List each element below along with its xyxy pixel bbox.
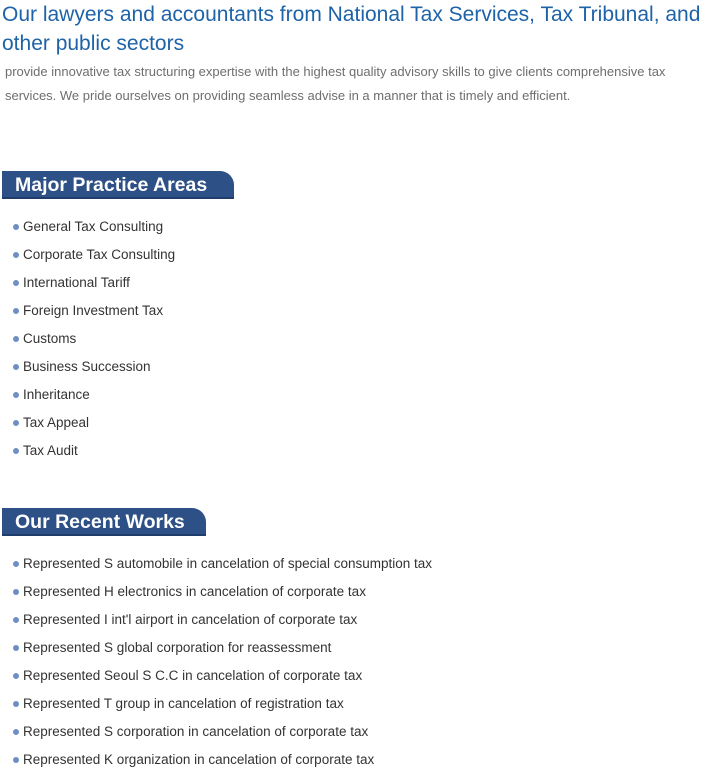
practice-area-label: Tax Appeal bbox=[23, 415, 90, 430]
practice-areas-list bbox=[13, 213, 175, 465]
list-item bbox=[13, 550, 432, 578]
bullet-dot-icon bbox=[13, 448, 19, 454]
list-item bbox=[13, 746, 432, 774]
practice-area-label: Customs bbox=[23, 331, 77, 346]
recent-work-label: Represented H electronics in cancelation of corporate tax bbox=[23, 584, 366, 599]
bullet-dot-icon bbox=[13, 757, 19, 763]
bullet-dot-icon bbox=[13, 392, 19, 398]
list-item bbox=[13, 325, 175, 353]
list-item bbox=[13, 690, 432, 718]
bullet-dot-icon bbox=[13, 252, 19, 258]
bullet-dot-icon bbox=[13, 645, 19, 651]
bullet-dot-icon bbox=[13, 589, 19, 595]
practice-area-label: Foreign Investment Tax bbox=[23, 303, 164, 318]
list-item bbox=[13, 437, 175, 465]
practice-area-label: Inheritance bbox=[23, 387, 90, 402]
list-item bbox=[13, 297, 175, 325]
list-item bbox=[13, 718, 432, 746]
practice-area-label: General Tax Consulting bbox=[23, 219, 164, 234]
recent-work-label: Represented S global corporation for reassessment bbox=[23, 640, 332, 655]
list-item bbox=[13, 578, 432, 606]
bullet-dot-icon bbox=[13, 420, 19, 426]
list-item bbox=[13, 213, 175, 241]
recent-work-label: Represented K organization in cancelation of corporate tax bbox=[23, 752, 375, 767]
recent-work-label: Represented S automobile in cancelation of special consumption tax bbox=[23, 556, 432, 571]
list-item bbox=[13, 269, 175, 297]
bullet-dot-icon bbox=[13, 617, 19, 623]
recent-works-heading: Our Recent Works bbox=[2, 508, 206, 536]
bullet-dot-icon bbox=[13, 701, 19, 707]
list-item bbox=[13, 353, 175, 381]
bullet-dot-icon bbox=[13, 729, 19, 735]
bullet-dot-icon bbox=[13, 224, 19, 230]
page-headline: Our lawyers and accountants from National Tax Services, Tax Tribunal, and other public sectors bbox=[2, 3, 701, 55]
list-item bbox=[13, 409, 175, 437]
practice-area-label: Corporate Tax Consulting bbox=[23, 247, 176, 262]
practice-area-label: International Tariff bbox=[23, 275, 130, 290]
practice-areas-heading: Major Practice Areas bbox=[2, 171, 234, 199]
practice-area-label: Business Succession bbox=[23, 359, 151, 374]
list-item bbox=[13, 381, 175, 409]
recent-works-list bbox=[13, 550, 432, 774]
recent-work-label: Represented T group in cancelation of registration tax bbox=[23, 696, 344, 711]
recent-work-label: Represented Seoul S C.C in cancelation of corporate tax bbox=[23, 668, 363, 683]
bullet-dot-icon bbox=[13, 561, 19, 567]
list-item bbox=[13, 662, 432, 690]
list-item bbox=[13, 241, 175, 269]
bullet-dot-icon bbox=[13, 280, 19, 286]
bullet-dot-icon bbox=[13, 308, 19, 314]
recent-work-label: Represented I int'l airport in cancelation of corporate tax bbox=[23, 612, 358, 627]
bullet-dot-icon bbox=[13, 364, 19, 370]
list-item bbox=[13, 606, 432, 634]
list-item bbox=[13, 634, 432, 662]
intro-description: provide innovative tax structuring expertise with the highest quality advisory skills to give clients comprehensive tax services. We pride ourselves on providing seamless advise in a manner that is timely and efficient. bbox=[5, 64, 666, 103]
bullet-dot-icon bbox=[13, 336, 19, 342]
recent-work-label: Represented S corporation in cancelation of corporate tax bbox=[23, 724, 369, 739]
bullet-dot-icon bbox=[13, 673, 19, 679]
practice-area-label: Tax Audit bbox=[23, 443, 78, 458]
